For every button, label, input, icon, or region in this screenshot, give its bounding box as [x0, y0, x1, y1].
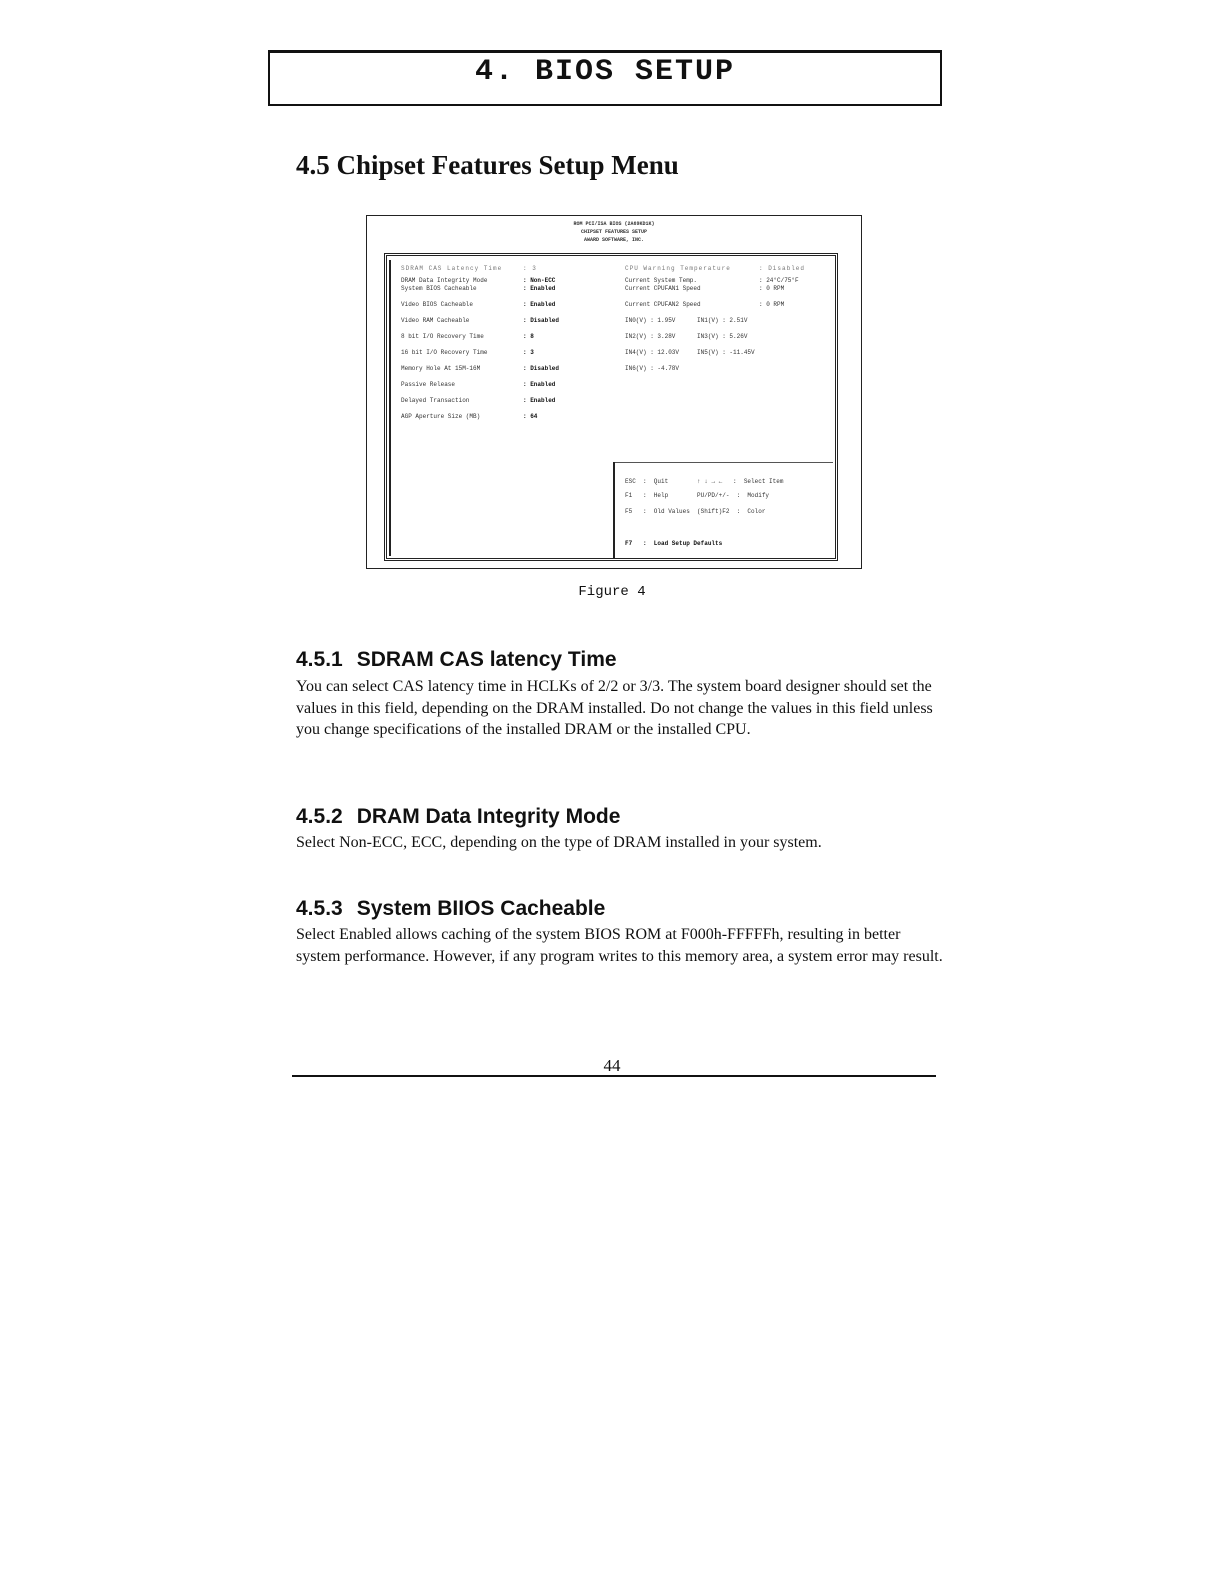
bios-help-divider [613, 462, 833, 463]
bios-header-line: CHIPSET FEATURES SETUP [580, 229, 647, 235]
bios-right-value: : 24°C/75°F [759, 277, 799, 284]
bios-right-value: : Disabled [759, 265, 806, 272]
bios-left-value: : 64 [523, 413, 538, 420]
bios-left-value: : 8 [523, 333, 534, 340]
bios-item-value: Enabled [530, 301, 556, 308]
bios-item-value: Disabled [530, 365, 560, 372]
bios-item-value: Enabled [530, 381, 556, 388]
bios-item-label: Video BIOS Cacheable [401, 301, 474, 308]
subsection-body: Select Non-ECC, ECC, depending on the type of DRAM installed in your system. [296, 834, 822, 851]
bios-right-item [625, 277, 697, 285]
subsection-body: You can select CAS latency time in HCLKs of 2/2 or 3/3. The system board designer should set the values in this field, depending on the DRAM installed. Do not change the values in this field unless you change specifications of the installed DRAM or the installed CPU. [296, 678, 933, 738]
bios-left-item [401, 333, 484, 341]
subsection-heading [296, 805, 620, 829]
subsection-title: SDRAM CAS latency Time [356, 648, 617, 671]
bios-left-item [401, 413, 480, 421]
bios-item-label: DRAM Data Integrity Mode [401, 277, 488, 284]
bios-item-label: Memory Hole At 15M-16M [401, 365, 481, 372]
footer-rule [292, 1075, 936, 1077]
bios-left-item [401, 265, 502, 273]
bios-item-value: 8 [530, 333, 534, 340]
bios-item-label: SDRAM CAS Latency Time [401, 265, 503, 272]
bios-item-label: 16 bit I/O Recovery Time [401, 349, 488, 356]
subsection-number: 4.5.3 [296, 897, 343, 920]
bios-item-label: 8 bit I/O Recovery Time [401, 333, 484, 340]
bios-key-help: ESC : Quit ↑ ↓ → ← : Select Item [625, 478, 784, 485]
bios-left-value: : 3 [523, 265, 537, 272]
bios-item-label: System BIOS Cacheable [401, 285, 477, 292]
bios-left-item [401, 381, 455, 389]
bios-item-value: 0 RPM [766, 285, 785, 292]
bios-key-help: F5 : Old Values (Shift)F2 : Color [625, 508, 766, 515]
bios-item-value: Disabled [768, 265, 806, 272]
subsection-heading [296, 897, 605, 921]
bios-left-item [401, 317, 469, 325]
section-title: 4.5 Chipset Features Setup Menu [296, 150, 679, 180]
bios-item-value: Enabled [530, 285, 556, 292]
bios-header [367, 220, 861, 244]
bios-header-line: ROM PCI/ISA BIOS (2A69KD1K) [573, 221, 655, 227]
bios-left-value: : Enabled [523, 397, 556, 404]
bios-item-label: Passive Release [401, 381, 456, 388]
bios-item-value: 64 [530, 413, 538, 420]
bios-item-label: Current System Temp. [625, 277, 698, 284]
bios-item-value: 3 [532, 265, 537, 272]
bios-left-item [401, 301, 473, 309]
bios-left-value: : 3 [523, 349, 534, 356]
bios-voltage-line: IN6(V) : -4.78V [625, 365, 680, 372]
bios-item-label: AGP Aperture Size (MB) [401, 413, 481, 420]
bios-item-value: 0 RPM [766, 301, 785, 308]
bios-item-label: Current CPUFAN1 Speed [625, 285, 701, 292]
bios-item-label: Delayed Transaction [401, 397, 470, 404]
subsection-title: System BIIOS Cacheable [356, 897, 606, 920]
bios-right-item [625, 301, 701, 309]
bios-left-item [401, 397, 469, 405]
bios-right-item [625, 285, 701, 293]
bios-left-value: : Disabled [523, 317, 560, 324]
bios-left-value: : Enabled [523, 285, 556, 292]
bios-right-value: : 0 RPM [759, 301, 785, 308]
bios-left-item [401, 277, 487, 285]
page-number: 44 [603, 1056, 621, 1075]
bios-voltage-line: IN2(V) : 3.28V IN3(V) : 5.26V [625, 333, 748, 340]
bios-left-item [401, 365, 480, 373]
figure-caption: Figure 4 [578, 584, 646, 600]
bios-key-help: F1 : Help PU/PD/+/- : Modify [625, 492, 770, 499]
bios-item-label: Video RAM Cacheable [401, 317, 470, 324]
bios-left-value: : Enabled [523, 301, 556, 308]
bios-right-item [625, 265, 731, 273]
bios-item-value: Non-ECC [530, 277, 556, 284]
bios-item-value: Enabled [530, 397, 556, 404]
subsection-number: 4.5.1 [296, 648, 343, 671]
bios-left-value: : Non-ECC [523, 277, 556, 284]
chapter-header-box [268, 50, 942, 106]
subsection-heading [296, 648, 617, 672]
bios-voltage-line: IN0(V) : 1.95V IN1(V) : 2.51V [625, 317, 748, 324]
bios-left-value: : Enabled [523, 381, 556, 388]
bios-help-border [613, 462, 615, 558]
subsection-body: Select Enabled allows caching of the system BIOS ROM at F000h-FFFFFh, resulting in better system performance. However, if any program writes to this memory area, a system error may result. [296, 926, 943, 965]
subsection-title: DRAM Data Integrity Mode [356, 805, 621, 828]
bios-inner-panel [384, 253, 838, 561]
bios-right-value: : 0 RPM [759, 285, 785, 292]
bios-item-label: Current CPUFAN2 Speed [625, 301, 701, 308]
bios-key-help: F7 : Load Setup Defaults [625, 540, 723, 547]
bios-voltage-line: IN4(V) : 12.03V IN5(V) : -11.45V [625, 349, 755, 356]
bios-left-item [401, 349, 487, 357]
bios-item-label: CPU Warning Temperature [625, 265, 731, 272]
bios-left-item [401, 285, 477, 293]
bios-item-value: 3 [530, 349, 534, 356]
subsection-number: 4.5.2 [296, 805, 343, 828]
bios-screen-figure [366, 215, 862, 569]
bios-left-edge [389, 260, 391, 556]
bios-left-value: : Disabled [523, 365, 560, 372]
bios-item-value: 24°C/75°F [766, 277, 799, 284]
bios-item-value: Disabled [530, 317, 560, 324]
bios-header-line: AWARD SOFTWARE, INC. [583, 237, 644, 243]
chapter-title: 4. BIOS SETUP [474, 55, 736, 89]
